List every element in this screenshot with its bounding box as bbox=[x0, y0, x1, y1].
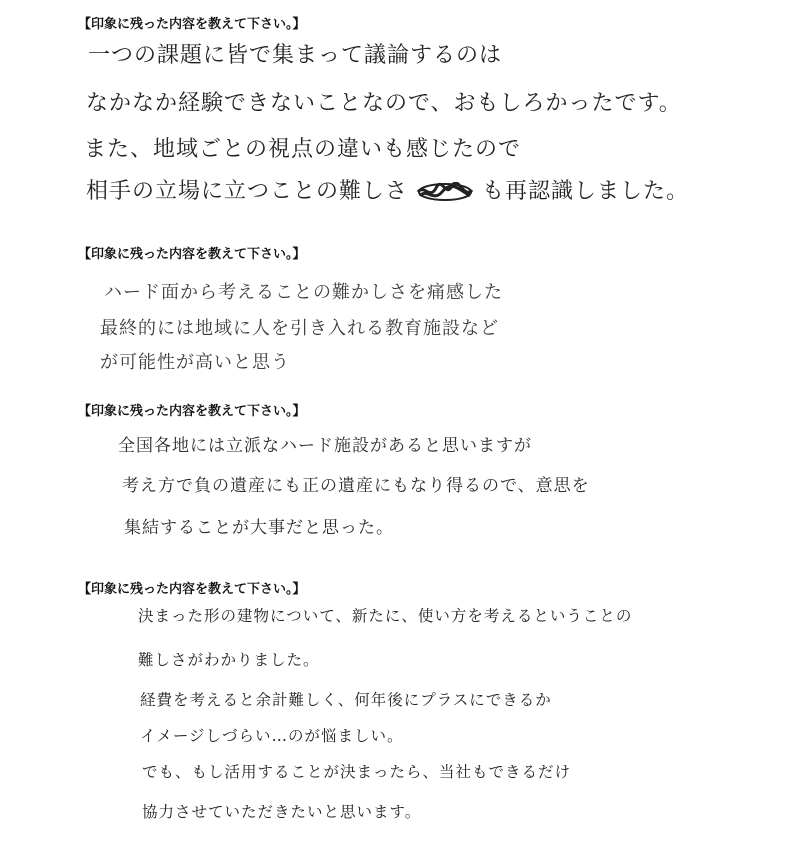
answer-section-1 bbox=[0, 0, 794, 240]
handwritten-line: 最終的には地域に人を引き入れる教育施設など bbox=[100, 318, 499, 339]
handwritten-line: 考え方で負の遺産にも正の遺産にもなり得るので、意思を bbox=[122, 476, 590, 496]
answer-section-2 bbox=[0, 238, 794, 388]
handwritten-line: 経費を考えると余計難しく、何年後にプラスにできるか bbox=[140, 691, 552, 709]
section-heading: 【印象に残った内容を教えて下さい。】 bbox=[78, 17, 306, 32]
handwritten-line: 協力させていただきたいと思います。 bbox=[142, 803, 422, 821]
handwritten-line: イメージしづらい…のが悩ましい。 bbox=[140, 727, 404, 745]
handwritten-line: 難しさがわかりました。 bbox=[138, 651, 320, 669]
answer-section-4 bbox=[0, 572, 794, 845]
handwritten-line: ハード面から考えることの難かしさを痛感した bbox=[104, 282, 503, 303]
handwritten-line: 全国各地には立派なハード施設があると思いますが bbox=[118, 436, 532, 456]
section-heading: 【印象に残った内容を教えて下さい。】 bbox=[78, 247, 306, 262]
handwritten-line: また、地域ごとの視点の違いも感じたので bbox=[84, 137, 522, 162]
handwritten-line bbox=[86, 174, 689, 205]
handwritten-line: なかなか経験できないことなので、おもしろかったです。 bbox=[86, 91, 682, 116]
handwritten-line: でも、もし活用することが決まったら、当社もできるだけ bbox=[142, 763, 572, 781]
section-heading: 【印象に残った内容を教えて下さい。】 bbox=[78, 582, 306, 597]
handwritten-line: が可能性が高いと思う bbox=[100, 352, 290, 373]
handwritten-line: 集結することが大事だと思った。 bbox=[124, 518, 394, 538]
handwritten-line: 決まった形の建物について、新たに、使い方を考えるということの bbox=[138, 607, 633, 625]
crossed-out-scribble bbox=[416, 182, 474, 202]
handwritten-line: 一つの課題に皆で集まって議論するのは bbox=[88, 43, 503, 68]
handwritten-line-part: も再認識しました。 bbox=[482, 179, 690, 204]
handwritten-line-part: 相手の立場に立つことの難しさ bbox=[86, 179, 409, 204]
section-heading: 【印象に残った内容を教えて下さい。】 bbox=[78, 404, 306, 419]
answer-section-3 bbox=[0, 393, 794, 563]
